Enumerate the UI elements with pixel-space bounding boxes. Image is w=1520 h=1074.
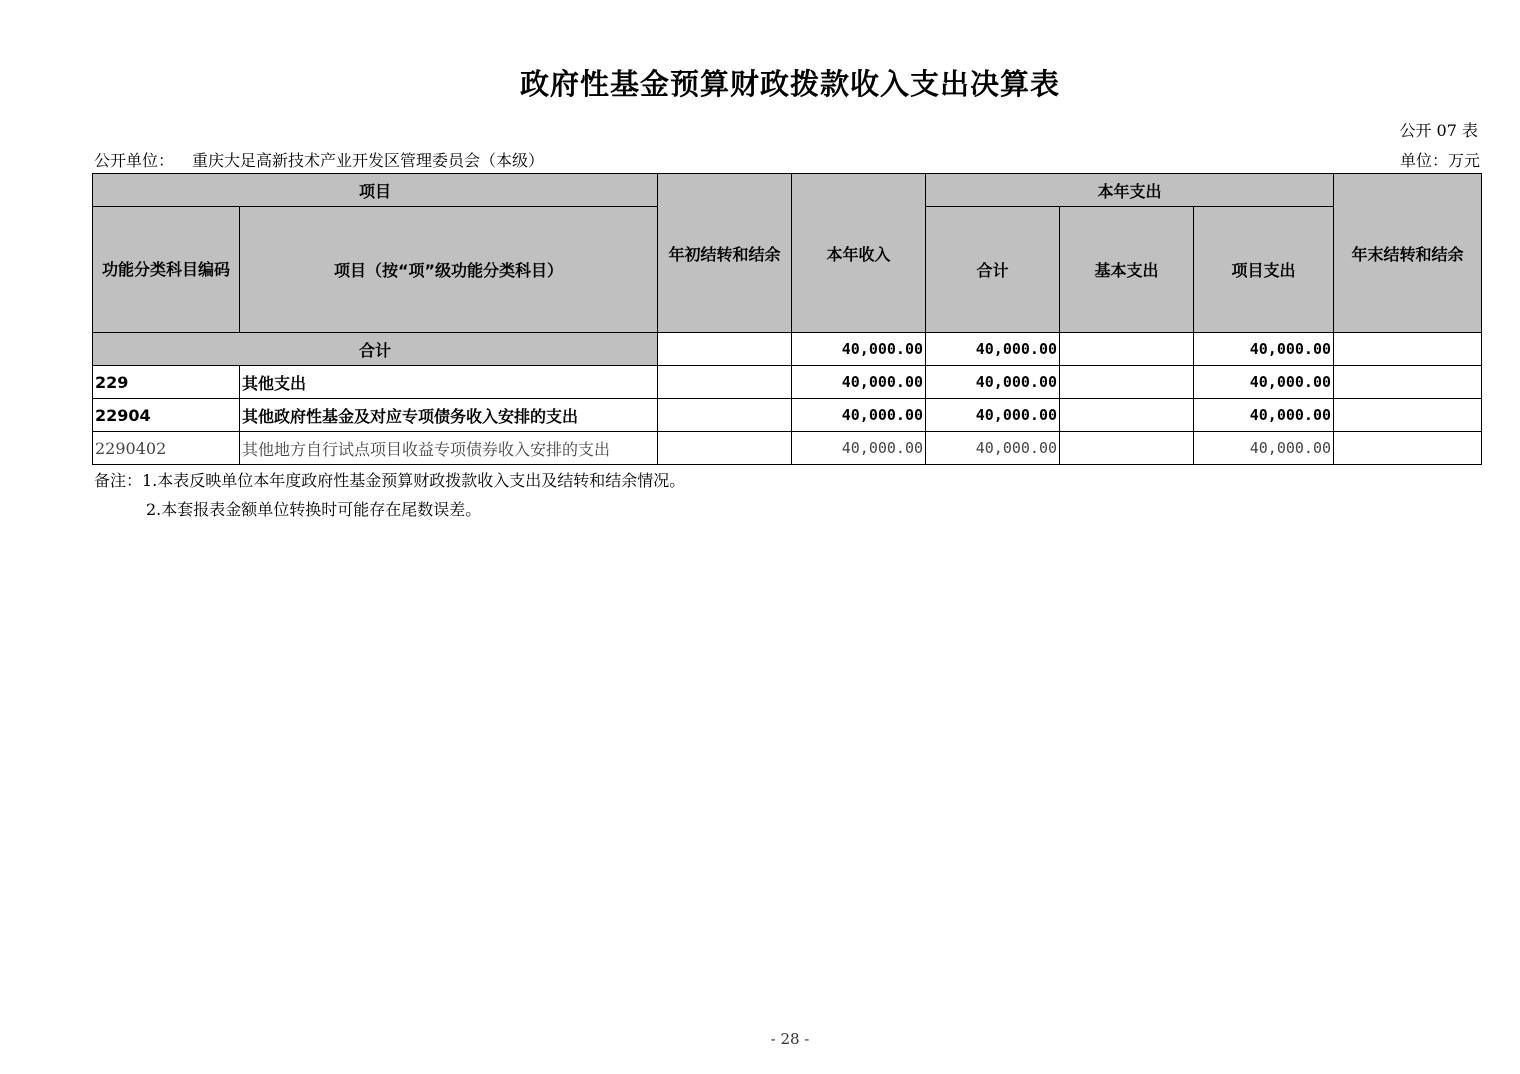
cell-exp-project: 40,000.00 — [1194, 366, 1334, 399]
cell-income: 40,000.00 — [792, 333, 926, 366]
header-exp-project: 项目支出 — [1194, 207, 1334, 333]
table-row — [93, 366, 1482, 399]
header-project: 项目 — [93, 174, 658, 207]
reporting-unit — [94, 148, 544, 171]
cell-opening-balance — [658, 432, 792, 465]
page-number: - 28 - — [770, 1030, 810, 1048]
cell-exp-total: 40,000.00 — [926, 399, 1060, 432]
table-row — [93, 432, 1482, 465]
cell-code: 22904 — [93, 399, 240, 432]
cell-opening-balance — [658, 333, 792, 366]
cell-opening-balance — [658, 366, 792, 399]
page-title: 政府性基金预算财政拨款收入支出决算表 — [519, 67, 1060, 101]
form-number: 公开 07 表 — [1399, 121, 1478, 140]
cell-closing-balance — [1334, 333, 1482, 366]
table-row — [93, 399, 1482, 432]
header-exp-basic: 基本支出 — [1060, 207, 1194, 333]
header-expenditure: 本年支出 — [926, 174, 1334, 207]
cell-name: 其他支出 — [240, 366, 658, 399]
header-exp-total: 合计 — [926, 207, 1060, 333]
cell-exp-project: 40,000.00 — [1194, 432, 1334, 465]
total-row — [93, 333, 1482, 366]
note-1: 备注：1.本表反映单位本年度政府性基金预算财政拨款收入支出及结转和结余情况。 — [94, 471, 686, 490]
cell-exp-basic — [1060, 333, 1194, 366]
notes — [94, 466, 685, 524]
header-opening-balance: 年初结转和结余 — [658, 174, 792, 333]
cell-name: 其他地方自行试点项目收益专项债券收入安排的支出 — [240, 432, 658, 465]
cell-closing-balance — [1334, 399, 1482, 432]
header-closing-balance: 年末结转和结余 — [1334, 174, 1482, 333]
cell-exp-project: 40,000.00 — [1194, 399, 1334, 432]
cell-name: 其他政府性基金及对应专项债务收入安排的支出 — [240, 399, 658, 432]
cell-income: 40,000.00 — [792, 399, 926, 432]
cell-closing-balance — [1334, 432, 1482, 465]
unit-label: 公开单位： — [94, 151, 175, 170]
cell-income: 40,000.00 — [792, 366, 926, 399]
currency-unit: 单位：万元 — [1399, 151, 1480, 170]
header-name: 项目（按“项”级功能分类科目） — [240, 207, 658, 333]
cell-exp-basic — [1060, 399, 1194, 432]
cell-closing-balance — [1334, 366, 1482, 399]
budget-table — [92, 173, 1482, 465]
unit-line — [94, 148, 1480, 171]
cell-exp-project: 40,000.00 — [1194, 333, 1334, 366]
cell-exp-basic — [1060, 366, 1194, 399]
cell-code: 2290402 — [93, 432, 240, 465]
cell-exp-basic — [1060, 432, 1194, 465]
note-2: 2.本套报表金额单位转换时可能存在尾数误差。 — [146, 500, 482, 519]
total-label: 合计 — [93, 333, 658, 366]
unit-name: 重庆大足高新技术产业开发区管理委员会（本级） — [192, 151, 545, 170]
header-income: 本年收入 — [792, 174, 926, 333]
cell-income: 40,000.00 — [792, 432, 926, 465]
cell-exp-total: 40,000.00 — [926, 366, 1060, 399]
cell-code: 229 — [93, 366, 240, 399]
cell-exp-total: 40,000.00 — [926, 333, 1060, 366]
cell-exp-total: 40,000.00 — [926, 432, 1060, 465]
header-code: 功能分类科目编码 — [93, 207, 240, 333]
cell-opening-balance — [658, 399, 792, 432]
